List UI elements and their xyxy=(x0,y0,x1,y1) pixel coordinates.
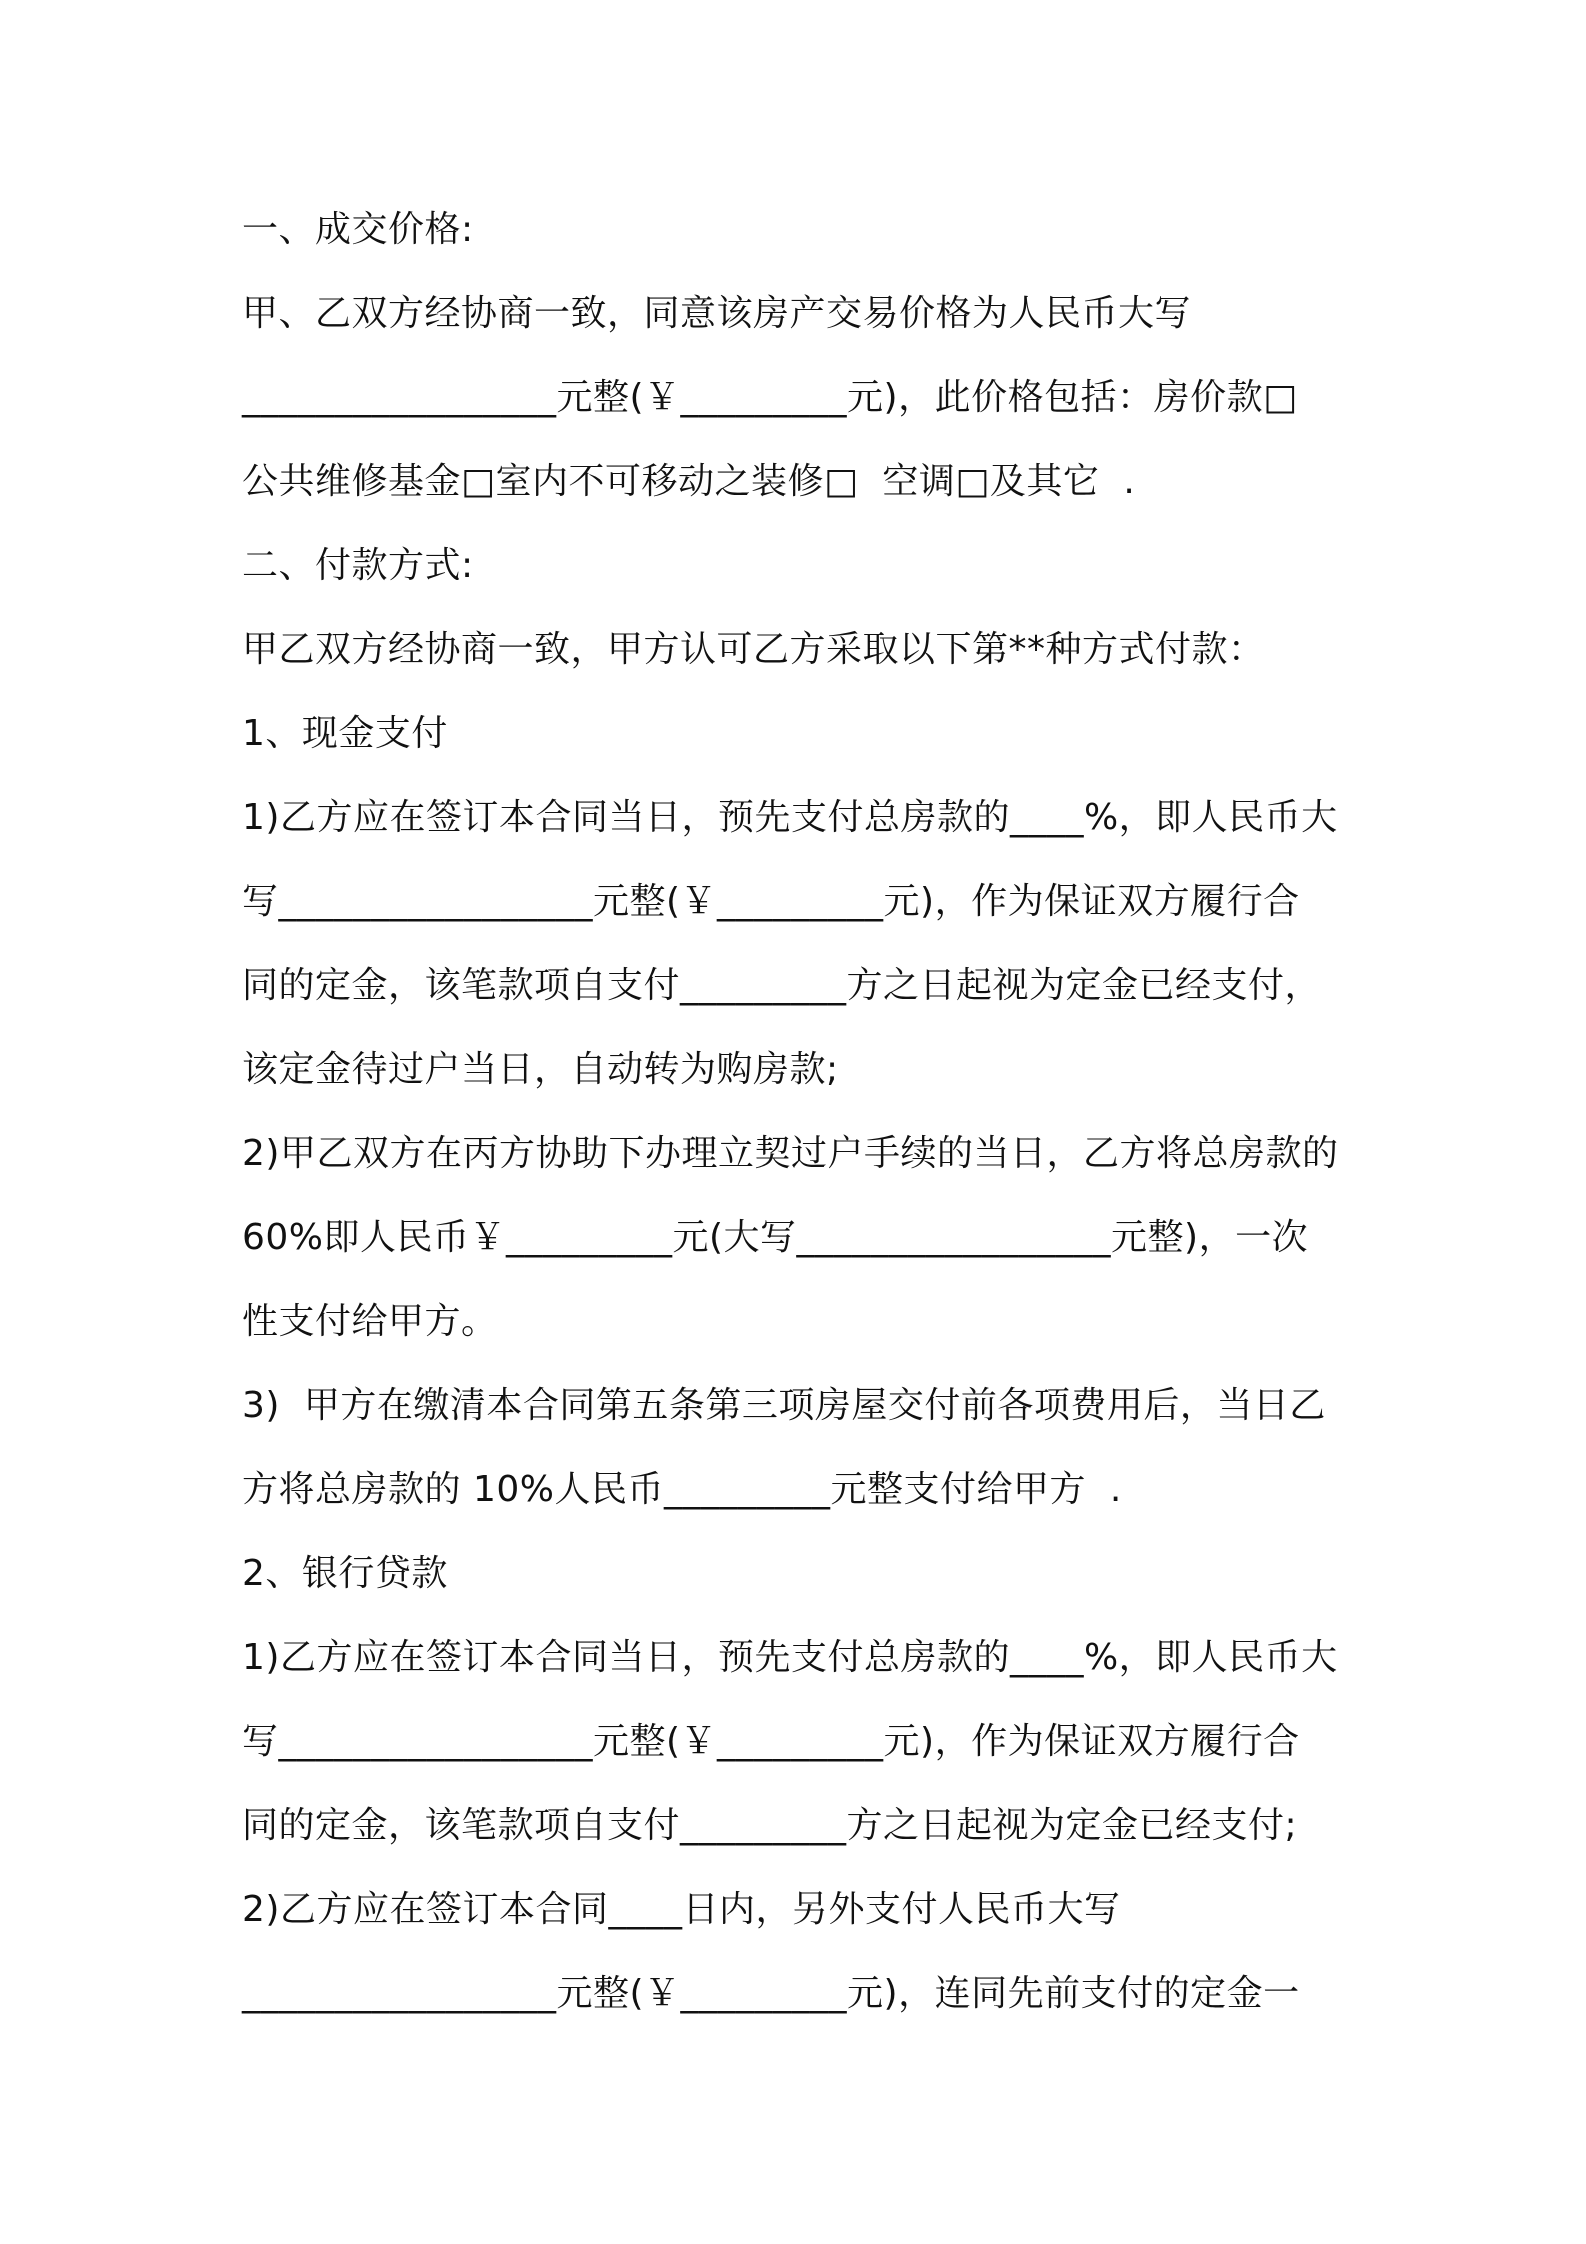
paragraph-line: _________________元整(￥_________元)，此价格包括：房价款□ xyxy=(242,377,1298,418)
section-heading-payment: 二、付款方式: xyxy=(242,545,474,586)
paragraph-line: 2)甲乙双方在丙方协助下办理立契过户手续的当日，乙方将总房款的 xyxy=(242,1133,1339,1174)
subheading-bank-loan: 2、银行贷款 xyxy=(242,1553,448,1594)
section-heading-price: 一、成交价格: xyxy=(242,209,474,250)
paragraph-line: 1)乙方应在签订本合同当日，预先支付总房款的____%，即人民币大 xyxy=(242,1637,1338,1678)
paragraph-line: 方将总房款的 10%人民币_________元整支付给甲方 . xyxy=(242,1469,1122,1510)
paragraph-line: 写_________________元整(￥_________元)，作为保证双方履行合 xyxy=(242,1721,1300,1762)
paragraph-line: 该定金待过户当日，自动转为购房款; xyxy=(242,1049,839,1090)
paragraph-line: 1)乙方应在签订本合同当日，预先支付总房款的____%，即人民币大 xyxy=(242,797,1338,838)
paragraph-line: 同的定金，该笔款项自支付_________方之日起视为定金已经支付， xyxy=(242,965,1322,1006)
paragraph-line: 甲乙双方经协商一致，甲方认可乙方采取以下第**种方式付款： xyxy=(242,629,1265,670)
paragraph-line: 写_________________元整(￥_________元)，作为保证双方履行合 xyxy=(242,881,1300,922)
paragraph-line: 甲、乙双方经协商一致，同意该房产交易价格为人民币大写 xyxy=(242,293,1192,334)
subheading-cash-payment: 1、现金支付 xyxy=(242,713,448,754)
paragraph-line: 3) 甲方在缴清本合同第五条第三项房屋交付前各项费用后，当日乙 xyxy=(242,1385,1326,1426)
paragraph-line: _________________元整(￥_________元)，连同先前支付的定金一 xyxy=(242,1973,1300,2014)
paragraph-line: 60%即人民币￥_________元(大写_________________元整)，一次 xyxy=(242,1217,1309,1258)
paragraph-line: 同的定金，该笔款项自支付_________方之日起视为定金已经支付; xyxy=(242,1805,1298,1846)
paragraph-line: 公共维修基金□室内不可移动之装修□ 空调□及其它 . xyxy=(242,461,1136,502)
contract-text xyxy=(242,198,1362,2046)
paragraph-line: 2)乙方应在签订本合同____日内，另外支付人民币大写 xyxy=(242,1889,1121,1930)
paragraph-line: 性支付给甲方。 xyxy=(242,1301,498,1342)
